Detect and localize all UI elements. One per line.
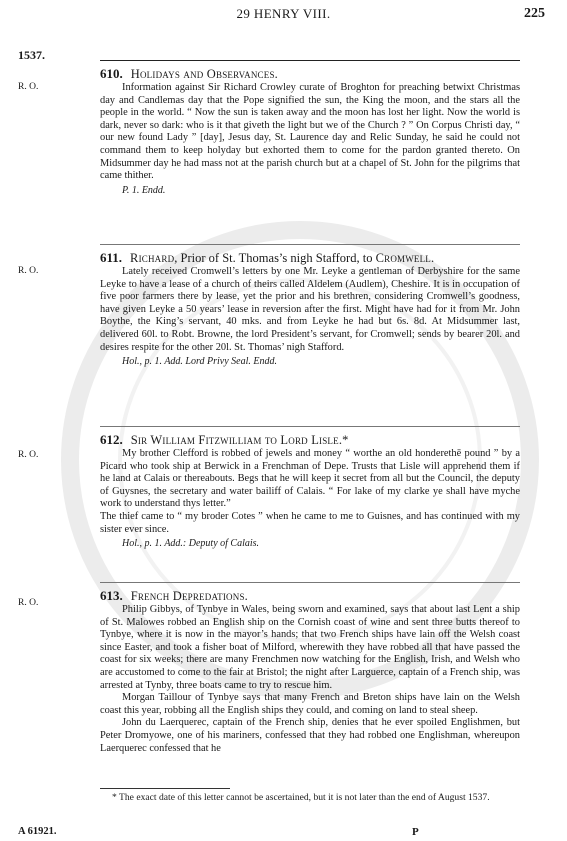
entry-paragraph: Lately received Cromwell’s letters by one Mr. Leyke a gentleman of Derbyshire for the same Leyke to have a lease of a church of theirs called Aldelem (Audlem), Cheshire. It is in occupation of five poor farmers there by lease, yet the prior and his brethren, considering Cromwell’s goodness, have given Leyke a 50 years’ lease in reversion after the first. Might have had for it from Mr. John Boythe, the King’s servant, 40 mks. and from Leyke he had but 6s. 8d. At Midsummer last, delivered 60l. to Robt. Browne, the lord President’s servant, for Cromwell; sends by bearer 20l. and desires respite for the other 20l. St. Thomas’ nigh Stafford. bbox=[100, 266, 520, 353]
entry-divider bbox=[100, 582, 520, 583]
margin-source-611: R. O. bbox=[18, 266, 39, 276]
entry-number: 610. bbox=[100, 66, 123, 81]
heading-name: Richard bbox=[130, 251, 175, 265]
signature-mark-right: P bbox=[412, 826, 419, 838]
entry-heading bbox=[100, 250, 520, 266]
heading-text: . bbox=[431, 251, 435, 265]
entry-meta: Hol., p. 1. Add. Lord Privy Seal. Endd. bbox=[122, 356, 277, 368]
margin-source-612: R. O. bbox=[18, 450, 39, 460]
entry-meta: Hol., p. 1. Add.: Deputy of Calais. bbox=[122, 538, 260, 550]
header-rule bbox=[100, 60, 520, 61]
entry-paragraph: Morgan Taillour of Tynbye says that many French and Breton ships have lain on the Welsh coast this year, robbing all the English ships they could, and coming on land to steal sheep. bbox=[100, 692, 520, 716]
entry-611 bbox=[100, 250, 520, 368]
page-number: 225 bbox=[524, 6, 545, 21]
entry-number: 613. bbox=[100, 588, 123, 603]
entry-title: Sir William Fitzwilliam to Lord Lisle.* bbox=[130, 433, 349, 447]
signature-mark-left: A 61921. bbox=[18, 826, 57, 837]
entry-title: French Depredations. bbox=[130, 589, 248, 603]
entry-paragraph: My brother Clefford is robbed of jewels and money “ worthe an old honderethē pound ” by a Picard who took ship at Berwick in a Frenchman of Depe. Trusts that Lisle will apprehend them if he land at Calais or thereabouts. Begs that he will keep it secret from all but the Council, the deputy of Guysnes, the secretary and water bailiff of Calais. “ For lake of my clarke ye shall have myche work to understand thys letter.” bbox=[100, 448, 520, 510]
entry-612 bbox=[100, 432, 520, 550]
entry-610 bbox=[100, 66, 520, 197]
heading-name: Cromwell bbox=[375, 251, 432, 265]
running-head bbox=[0, 6, 567, 26]
entry-paragraph: The thief came to “ my broder Cotes ” when he came to me to Guisnes, and has continued with my sister ever since. bbox=[100, 510, 520, 535]
entry-heading bbox=[100, 432, 520, 448]
entry-paragraph: Information against Sir Richard Crowley curate of Broghton for preaching betwixt Christmas day and Candlemas day that the Pope signified the sun, the King the moon, and the stars all the people in the world. “ Now the sun is taken away and the moon has lost her light. Now the world is dark, never so dark: who is it that giveth the light but we of the Church ? ” On Corpus Christi day, “ our new found Lady ” [day], Jesus day, St. Laurence day and Relic Sunday, he said he could not command them to keep holyday but exhorted them to come for the pardon granted thereto. On Midsummer day he had mass not at the parish church but at a chapel of St. John for the pilgrims that came thither. bbox=[100, 82, 520, 182]
entry-paragraph: Philip Gibbys, of Tynbye in Wales, being sworn and examined, says that about last Lent a ship of St. Malowes robbed an English ship on the Cornish coast of wine and sent three butts thereof to Tynbye, where it is now in the mayor’s hands; that two French ships have lain off the Welsh coast since Easter, and took a fisher boat of Milford, wherewith they have robbed all that have passed the coast for six weeks; there are many Frenchmen now watching for the English, Irish, and Welsh who are accustomed to come to the fair at Bristol; the night after Larguerce, captain of a French ship, was arrested at Tynby, three boats came to try to rescue him. bbox=[100, 604, 520, 691]
margin-source-613: R. O. bbox=[18, 598, 39, 608]
entry-number: 612. bbox=[100, 432, 123, 447]
entry-divider bbox=[100, 244, 520, 245]
heading-text: , Prior of St. Thomas’s nigh Stafford, to bbox=[174, 251, 376, 265]
running-head-title: 29 HENRY VIII. bbox=[236, 6, 331, 21]
entry-meta: P. 1. Endd. bbox=[122, 184, 166, 196]
entry-paragraph: John du Laerquerec, captain of the French ship, denies that he ever spoiled Englishmen, but Peter Dromyowe, one of his mariners, confessed that they had robbed one Englishman, whereupon Laerquerec confessed that he bbox=[100, 717, 520, 754]
entry-divider bbox=[100, 426, 520, 427]
entry-heading bbox=[100, 66, 520, 82]
footnote-rule bbox=[100, 788, 230, 789]
entry-heading bbox=[100, 588, 520, 604]
entry-613 bbox=[100, 588, 520, 755]
year-marker: 1537. bbox=[18, 48, 45, 62]
footnote: * The exact date of this letter cannot be ascertained, but it is not later than the end of August 1537. bbox=[112, 792, 490, 803]
entry-number: 611. bbox=[100, 250, 123, 265]
entry-title: Holidays and Observances. bbox=[130, 67, 278, 81]
margin-source-610: R. O. bbox=[18, 82, 39, 92]
